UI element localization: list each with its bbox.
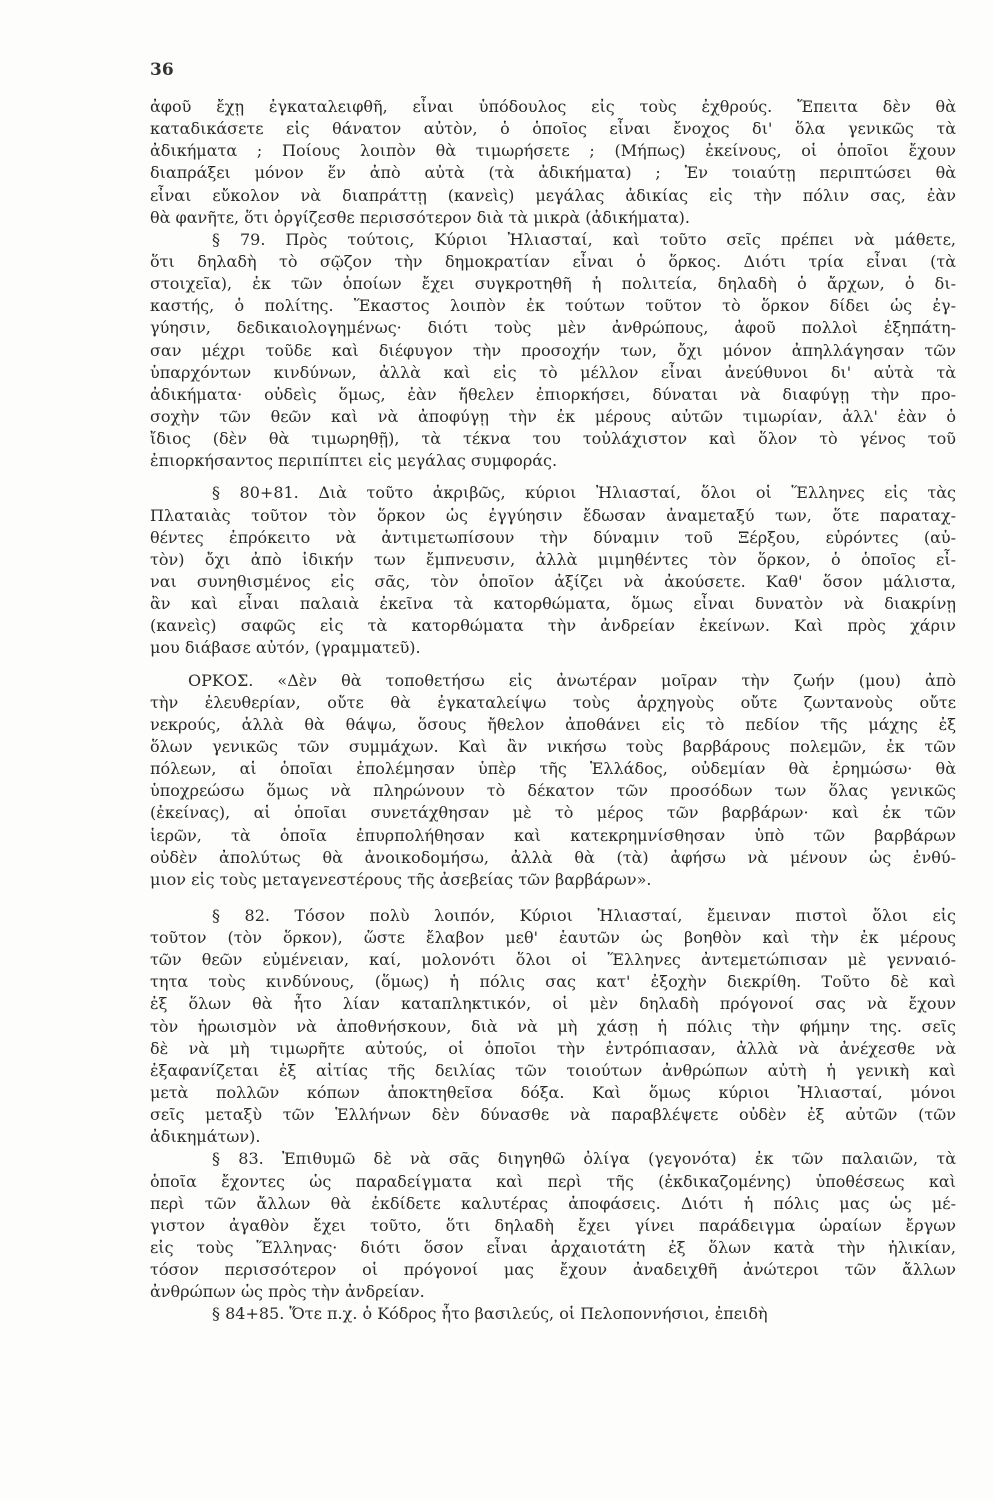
text-line: ἐπιορκήσαντος περιπίπτει εἰς μεγάλας συμφοράς. — [150, 451, 558, 471]
text-line: ἐξαφανίζεται ἐξ αἰτίας τῆς δειλίας τῶν τοιούτων ἀνθρώπων αὐτὴ ἡ γενικὴ καὶ — [150, 1060, 956, 1080]
text-line: ἱερῶν, τὰ ὁποῖα ἐπυρπολήθησαν καὶ κατεκρημνίσθησαν ὑπὸ τῶν βαρβάρων — [150, 825, 956, 845]
paragraph — [150, 1303, 956, 1325]
text-line: ἴδιος (δὲν θὰ τιμωρηθῇ), τὰ τέκνα του τοὐλάχιστον καὶ ὅλον τὸ γένος τοῦ — [150, 429, 956, 449]
text-line: § 84+85. Ὅτε π.χ. ὁ Κόδρος ἦτο βασιλεύς, οἱ Πελοποννήσιοι, ἐπειδὴ — [212, 1304, 768, 1324]
text-line: θὰ φανῆτε, ὅτι ὀργίζεσθε περισσότερον διὰ τὰ μικρὰ (ἀδικήματα). — [150, 207, 690, 227]
paragraph — [150, 96, 956, 229]
text-line: ΟΡΚΟΣ. «Δὲν θὰ τοποθετήσω εἰς ἀνωτέραν μοῖραν τὴν ζωήν (μου) ἀπὸ — [188, 670, 956, 690]
text-line: καστής, ὁ πολίτης. Ἕκαστος λοιπὸν ἐκ τούτων τοῦτον τὸ ὅρκον δίδει ὡς ἐγ- — [150, 296, 956, 316]
paragraph — [150, 229, 956, 473]
text-line: τῶν θεῶν εὐμένειαν, καί, μολονότι ὅλοι οἱ Ἕλληνες ἀντεμετώπισαν μὲ γενναιό- — [150, 950, 956, 970]
text-line: τὴν ἐλευθερίαν, οὔτε θὰ ἐγκαταλείψω τοὺς ἀρχηγοὺς οὔτε ζωντανοὺς οὔτε — [150, 692, 956, 712]
text-line: ἀδικήματα· οὐδεὶς ὅμως, ἐὰν ἤθελεν ἐπιορκήσει, δύναται νὰ διαφύγῃ τὴν προ- — [150, 384, 956, 404]
text-line: ὑποχρεώσω ὅμως νὰ πληρώνουν τὸ δέκατον τῶν προσόδων των ὅλας γενικῶς — [150, 781, 956, 801]
text-line: πόλεων, αἱ ὁποῖαι ἐπολέμησαν ὑπὲρ τῆς Ἑλλάδος, οὐδεμίαν θὰ ἐρημώσω· θὰ — [150, 759, 956, 779]
text-line: εἶναι εὔκολον νὰ διαπράττῃ (κανεὶς) μεγάλας ἀδικίας εἰς τὴν πόλιν σας, ἐὰν — [150, 185, 956, 205]
text-line: ὁποῖα ἔχοντες ὡς παραδείγματα καὶ περὶ τῆς (ἐκδικαζομένης) ὑποθέσεως καὶ — [150, 1171, 956, 1191]
text-line: § 79. Πρὸς τούτοις, Κύριοι Ἠλιασταί, καὶ τοῦτο σεῖς πρέπει νὰ μάθετε, — [212, 229, 956, 249]
text-line: § 82. Τόσον πολὺ λοιπόν, Κύριοι Ἠλιασταί, ἔμειναν πιστοὶ ὅλοι εἰς — [212, 905, 956, 925]
text-line: ναι συνηθισμένος εἰς σᾶς, τὸν ὁποῖον ἀξίζει νὰ ἀκούσετε. Καθ' ὅσον μάλιστα, — [150, 571, 956, 591]
text-line: ἀνθρώπων ὡς πρὸς τὴν ἀνδρείαν. — [150, 1282, 425, 1302]
text-line: τοῦτον (τὸν ὅρκον), ὥστε ἔλαβον μεθ' ἑαυτῶν ὡς βοηθὸν καὶ τὴν ἐκ μέρους — [150, 928, 956, 948]
paragraph — [150, 482, 956, 659]
text-line: καταδικάσετε εἰς θάνατον αὐτὸν, ὁ ὁποῖος εἶναι ἔνοχος δι' ὅλα γενικῶς τὰ — [150, 119, 956, 139]
text-line: μου διάβασε αὐτόν, (γραμματεῦ). — [150, 638, 421, 658]
text-line: γύησιν, δεδικαιολογημένως· διότι τοὺς μὲν ἀνθρώπους, ἀφοῦ πολλοὶ ἐξηπάτη- — [150, 318, 956, 338]
paragraph — [150, 905, 956, 1149]
text-line: περὶ τῶν ἄλλων θὰ ἐκδίδετε καλυτέρας ἀποφάσεις. Διότι ἡ πόλις μας ὡς μέ- — [150, 1193, 956, 1213]
text-line: ἀφοῦ ἔχῃ ἐγκαταλειφθῆ, εἶναι ὑπόδουλος εἰς τοὺς ἐχθρούς. Ἔπειτα δὲν θὰ — [150, 97, 956, 116]
text-line: (κανεὶς) σαφῶς εἰς τὰ κατορθώματα τὴν ἀνδρείαν ἐκείνων. Καὶ πρὸς χάριν — [150, 616, 956, 636]
text-line: § 80+81. Διὰ τοῦτο ἀκριβῶς, κύριοι Ἠλιασταί, ὅλοι οἱ Ἕλληνες εἰς τὰς — [212, 483, 956, 503]
text-line: οὐδὲν ἀπολύτως θὰ ἀνοικοδομήσω, ἀλλὰ θὰ (τὰ) ἀφήσω νὰ μένουν ὡς ἐνθύ- — [150, 847, 956, 867]
text-line: ὅλων γενικῶς τῶν συμμάχων. Καὶ ἂν νικήσω τοὺς βαρβάρους πολεμῶν, ἐκ τῶν — [150, 736, 956, 756]
text-line: ὅτι δηλαδὴ τὸ σῷζον τὴν δημοκρατίαν εἶναι ὁ ὅρκος. Διότι τρία εἶναι (τὰ — [150, 251, 956, 271]
paragraph — [150, 670, 956, 891]
text-line: μιον εἰς τοὺς μεταγενεστέρους τῆς ἀσεβείας τῶν βαρβάρων». — [150, 869, 652, 889]
text-line: Πλαταιὰς τοῦτον τὸν ὅρκον ὡς ἐγγύησιν ἔδωσαν ἀναμεταξύ των, ὅτε παραταχ- — [150, 505, 956, 525]
body-text — [150, 96, 956, 1326]
text-line: νεκρούς, ἀλλὰ θὰ θάψω, ὅσους ἤθελον ἀποθάνει εἰς τὸ πεδίον τῆς μάχης ἐξ — [150, 714, 956, 734]
text-line: ἀδικήματα ; Ποίους λοιπὸν θὰ τιμωρήσετε ; (Μήπως) ἐκείνους, οἱ ὁποῖοι ἔχουν — [150, 141, 956, 161]
text-line: ἂν καὶ εἶναι παλαιὰ ἐκεῖνα τὰ κατορθώματα, ὅμως εἶναι δυνατὸν νὰ διακρίνῃ — [150, 594, 956, 614]
text-line: στοιχεῖα), ἐκ τῶν ὁποίων ἔχει συγκροτηθῆ ἡ πολιτεία, δηλαδὴ ὁ ἄρχων, ὁ δι- — [150, 274, 956, 294]
text-line: § 83. Ἐπιθυμῶ δὲ νὰ σᾶς διηγηθῶ ὀλίγα (γεγονότα) ἐκ τῶν παλαιῶν, τὰ — [212, 1149, 956, 1169]
text-line: ἐξ ὅλων θὰ ἦτο λίαν καταπληκτικόν, οἱ μὲν δηλαδὴ πρόγονοί σας νὰ ἔχουν — [150, 994, 956, 1014]
text-line: θέντες ἐπρόκειτο νὰ ἀντιμετωπίσουν τὴν δύναμιν τοῦ Ξέρξου, εὑρόντες (αὐ- — [150, 527, 956, 547]
text-line: σαν μέχρι τοῦδε καὶ διέφυγον τὴν προσοχήν των, ὄχι μόνον ἀπηλλάγησαν τῶν — [150, 340, 956, 360]
text-line: διαπράξει μόνον ἕν ἀπὸ αὐτὰ (τὰ ἀδικήματα) ; Ἐν τοιαύτῃ περιπτώσει θὰ — [150, 163, 956, 183]
text-line: (ἐκείνας), αἱ ὁποῖαι συνετάχθησαν μὲ τὸ μέρος τῶν βαρβάρων· καὶ ἐκ τῶν — [150, 803, 956, 823]
text-line: δὲ νὰ μὴ τιμωρῆτε αὐτούς, οἱ ὁποῖοι τὴν ἐντρόπιασαν, ἀλλὰ νὰ ἀνέχεσθε νὰ — [150, 1038, 956, 1058]
text-line: ἀδικημάτων). — [150, 1127, 261, 1147]
page-number: 36 — [150, 60, 174, 80]
text-line: ὑπαρχόντων κινδύνων, ἀλλὰ καὶ εἰς τὸ μέλλον εἶναι ἀνεύθυνοι δι' αὐτὰ τὰ — [150, 362, 956, 382]
text-line: σεῖς μεταξὺ τῶν Ἑλλήνων δὲν δύνασθε νὰ παραβλέψετε οὐδὲν ἐξ αὐτῶν (τῶν — [150, 1105, 956, 1125]
text-line: εἰς τοὺς Ἕλληνας· διότι ὅσον εἶναι ἀρχαιοτάτη ἐξ ὅλων κατὰ τὴν ἡλικίαν, — [150, 1238, 956, 1258]
text-line: μετὰ πολλῶν κόπων ἀποκτηθεῖσα δόξα. Καὶ ὅμως κύριοι Ἠλιασταί, μόνοι — [150, 1083, 956, 1103]
text-line: σοχὴν τῶν θεῶν καὶ νὰ ἀποφύγῃ τὴν ἐκ μέρους αὐτῶν τιμωρίαν, ἀλλ' ἐὰν ὁ — [150, 406, 956, 426]
text-line: τόσον περισσότερον οἱ πρόγονοί μας ἔχουν ἀναδειχθῆ ἀνώτεροι τῶν ἄλλων — [150, 1260, 956, 1280]
text-line: τὸν) ὄχι ἀπὸ ἰδικήν των ἔμπνευσιν, ἀλλὰ μιμηθέντες τὸν ὅρκον, ὁ ὁποῖος εἶ- — [150, 549, 956, 569]
text-line: τητα τοὺς κινδύνους, (ὅμως) ἡ πόλις σας κατ' ἐξοχὴν διεκρίθη. Τοῦτο δὲ καὶ — [150, 972, 956, 992]
text-line: γιστον ἀγαθὸν ἔχει τοῦτο, ὅτι δηλαδὴ ἔχει γίνει παράδειγμα ὡραίων ἔργων — [150, 1215, 956, 1235]
paragraph — [150, 1148, 956, 1303]
text-line: τὸν ἡρωισμὸν νὰ ἀποθνήσκουν, διὰ νὰ μὴ χάσῃ ἡ πόλις τὴν φήμην της. σεῖς — [150, 1016, 956, 1036]
